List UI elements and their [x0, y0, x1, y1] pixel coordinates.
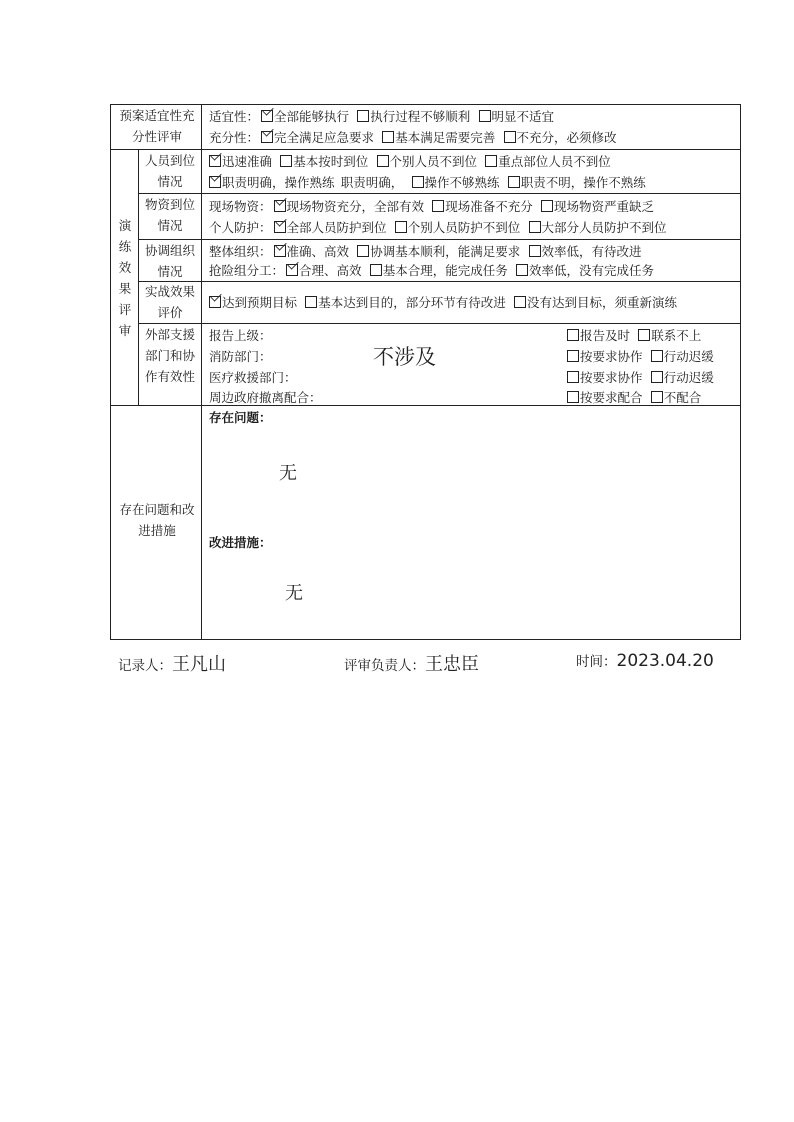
external-row-options-0 — [565, 328, 701, 344]
materials-site-options — [272, 199, 655, 214]
option-label: 基本满足需要完善 — [395, 130, 496, 145]
option-label: 完全满足应急要求 — [274, 130, 375, 145]
problem-label: 存在问题： — [209, 410, 272, 425]
row-divider — [138, 239, 740, 240]
option-label: 操作不够熟练 — [424, 175, 500, 190]
option-label: 按要求协作 — [580, 370, 643, 385]
checkbox-icon[interactable] — [567, 329, 579, 341]
option-label: 按要求协作 — [580, 349, 643, 364]
checkbox-icon[interactable] — [514, 296, 526, 308]
problem-value: 无 — [279, 463, 297, 484]
materials-protect-label: 个人防护： — [209, 220, 272, 235]
checkbox-icon[interactable] — [370, 264, 382, 276]
option-label: 基本按时到位 — [293, 154, 369, 169]
suitability-options — [259, 109, 554, 124]
checkbox-icon[interactable] — [504, 131, 516, 143]
personnel-row-1 — [207, 154, 611, 170]
column-divider — [201, 105, 202, 639]
checkbox-icon[interactable] — [357, 110, 369, 122]
option-label: 职责明确， — [340, 175, 404, 190]
recorder-field — [118, 650, 226, 676]
external-row-options-3 — [565, 390, 701, 406]
materials-site-row — [209, 199, 654, 215]
combat-row — [207, 295, 677, 311]
option-label: 职责不明，操作不熟练 — [520, 175, 646, 190]
checkbox-icon[interactable] — [516, 264, 528, 276]
checkbox-checked-icon[interactable] — [261, 131, 273, 143]
checkbox-checked-icon[interactable] — [209, 176, 221, 188]
checkbox-icon[interactable] — [651, 371, 663, 383]
option-label: 准确、高效 — [286, 244, 350, 259]
external-label: 外部支援部门和协作有效性 — [144, 327, 195, 384]
option-label: 现场物资充分，全部有效 — [286, 199, 425, 214]
checkbox-checked-icon[interactable] — [274, 245, 286, 257]
external-row-options-2 — [565, 370, 714, 386]
checkbox-checked-icon[interactable] — [286, 264, 298, 276]
coordination-overall-options — [272, 244, 642, 259]
option-label: 联系不上 — [651, 328, 702, 343]
option-label: 不充分，必须修改 — [516, 130, 617, 145]
checkbox-checked-icon[interactable] — [261, 110, 273, 122]
time-label: 时间： — [576, 654, 617, 670]
checkbox-icon[interactable] — [280, 155, 292, 167]
personnel-options-2 — [207, 175, 646, 190]
personnel-row-2 — [207, 175, 646, 191]
option-label: 不配合 — [663, 390, 702, 405]
section-drill-char: 评 — [118, 302, 132, 317]
option-label: 合理、高效 — [299, 263, 362, 278]
suitability-row — [209, 109, 554, 125]
option-label: 大部分人员防护不到位 — [541, 220, 667, 235]
checkbox-icon[interactable] — [567, 371, 579, 383]
option-label: 全部能够执行 — [274, 109, 350, 124]
option-label: 按要求配合 — [580, 390, 643, 405]
option-label: 协调基本顺利，能满足要求 — [370, 244, 521, 259]
checkbox-icon[interactable] — [479, 110, 491, 122]
materials-site-label: 现场物资： — [209, 199, 272, 214]
option-label: 现场准备不充分 — [445, 199, 533, 214]
option-label: 职责明确，操作熟练 — [222, 175, 335, 190]
checkbox-icon[interactable] — [305, 296, 317, 308]
option-label: 明显不适宜 — [491, 109, 555, 124]
row-divider — [111, 149, 740, 150]
external-options — [565, 390, 701, 405]
coordination-label: 协调组织情况 — [144, 243, 195, 279]
sufficiency-label: 充分性： — [209, 130, 260, 145]
checkbox-icon[interactable] — [432, 200, 444, 212]
option-label: 达到预期目标 — [222, 295, 298, 310]
checkbox-icon[interactable] — [508, 176, 520, 188]
checkbox-icon[interactable] — [357, 245, 369, 257]
option-label: 行动迟缓 — [663, 370, 714, 385]
checkbox-icon[interactable] — [651, 391, 663, 403]
option-label: 个别人员防护不到位 — [407, 220, 521, 235]
coordination-overall-label: 整体组织： — [209, 244, 272, 259]
option-label: 个别人员不到位 — [389, 154, 478, 169]
section-drill-char: 练 — [118, 239, 132, 254]
checkbox-icon[interactable] — [395, 221, 407, 233]
external-row-label-0: 报告上级： — [209, 328, 272, 343]
option-label: 基本达到目的，部分环节有待改进 — [318, 295, 506, 310]
checkbox-icon[interactable] — [651, 350, 663, 362]
row-divider — [138, 323, 740, 324]
external-row-label-2: 医疗救援部门： — [209, 370, 297, 385]
section-drill-label — [115, 215, 135, 341]
checkbox-icon[interactable] — [567, 391, 579, 403]
personnel-options-1 — [207, 154, 611, 169]
sufficiency-options — [259, 130, 617, 145]
option-label: 报告及时 — [580, 328, 631, 343]
checkbox-icon[interactable] — [529, 221, 541, 233]
coordination-rescue-options — [284, 263, 654, 278]
checkbox-checked-icon[interactable] — [209, 155, 221, 167]
coordination-rescue-label: 抢险组分工： — [209, 263, 285, 278]
option-label: 现场物资严重缺乏 — [554, 199, 655, 214]
checkbox-checked-icon[interactable] — [209, 296, 221, 308]
checkbox-checked-icon[interactable] — [274, 200, 286, 212]
external-options — [565, 328, 701, 343]
section-drill-char: 效 — [118, 260, 132, 275]
measure-label: 改进措施： — [209, 535, 272, 550]
combat-options — [207, 295, 677, 310]
external-row-options-1 — [565, 349, 714, 365]
reviewer-field — [344, 650, 479, 676]
option-label: 效率低，有待改进 — [541, 244, 642, 259]
checkbox-icon[interactable] — [529, 245, 541, 257]
external-row-label-1: 消防部门： — [209, 349, 272, 364]
checkbox-icon[interactable] — [382, 131, 394, 143]
checkbox-icon[interactable] — [485, 155, 497, 167]
option-label: 基本合理，能完成任务 — [382, 263, 508, 278]
external-options — [565, 370, 714, 385]
drill-evaluation-table — [110, 104, 741, 640]
section-plan-label: 预案适宜性充分性评审 — [119, 108, 195, 144]
section-drill-char: 果 — [118, 281, 132, 296]
problems-label: 存在问题和改进措施 — [119, 502, 195, 538]
option-label: 重点部位人员不到位 — [498, 154, 611, 169]
checkbox-icon[interactable] — [638, 329, 650, 341]
materials-label: 物资到位情况 — [144, 197, 195, 233]
sufficiency-row — [209, 130, 617, 146]
row-divider — [138, 193, 740, 194]
recorder-label: 记录人： — [118, 658, 172, 674]
option-label: 全部人员防护到位 — [286, 220, 387, 235]
suitability-label: 适宜性： — [209, 109, 260, 124]
materials-protect-options — [272, 220, 667, 235]
combat-label: 实战效果评价 — [144, 284, 195, 320]
personnel-label: 人员到位情况 — [144, 153, 195, 189]
option-label: 效率低，没有完成任务 — [529, 263, 655, 278]
checkbox-icon[interactable] — [567, 350, 579, 362]
option-label: 没有达到目标，须重新演练 — [527, 295, 678, 310]
coordination-overall-row — [209, 244, 642, 260]
column-divider — [138, 149, 139, 405]
external-options — [565, 349, 714, 364]
time-value: 2023.04.20 — [616, 651, 714, 671]
reviewer-label: 评审负责人： — [344, 658, 425, 674]
measure-value: 无 — [285, 583, 303, 604]
external-handwritten-note: 不涉及 — [373, 345, 436, 369]
option-label: 迅速准确 — [222, 154, 273, 169]
time-field — [576, 650, 714, 671]
option-label: 行动迟缓 — [663, 349, 714, 364]
checkbox-checked-icon[interactable] — [274, 221, 286, 233]
coordination-rescue-row — [209, 263, 654, 279]
checkbox-icon[interactable] — [377, 155, 389, 167]
recorder-signature: 王凡山 — [172, 654, 226, 675]
reviewer-signature: 王忠臣 — [425, 654, 479, 675]
checkbox-icon[interactable] — [541, 200, 553, 212]
section-drill-char: 审 — [118, 323, 132, 338]
section-drill-char: 演 — [118, 218, 132, 233]
materials-protect-row — [209, 220, 667, 236]
row-divider — [138, 281, 740, 282]
option-label: 执行过程不够顺利 — [370, 109, 471, 124]
checkbox-icon[interactable] — [412, 176, 424, 188]
external-row-label-3: 周边政府撤离配合： — [209, 390, 322, 405]
